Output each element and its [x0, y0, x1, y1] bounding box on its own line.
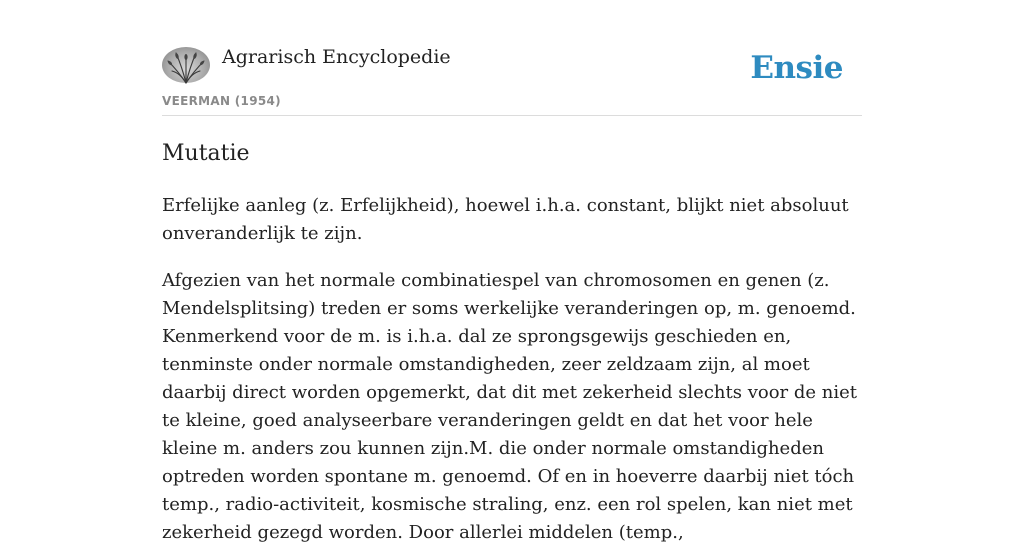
article-title: Mutatie: [162, 141, 250, 166]
brand-logo-link[interactable]: Ensie: [750, 50, 843, 86]
header: [162, 0, 862, 116]
book-title[interactable]: Agrarisch Encyclopedie: [222, 46, 451, 68]
article-paragraph: Erfelijke aanleg (z. Erfelijkheid), hoewel i.h.a. constant, blijkt niet absoluut onveranderlijk te zijn.: [162, 195, 849, 244]
article-paragraph: Afgezien van het normale combinatiespel van chromosomen en genen (z. Mendelsplitsing) treden er soms werkelijke veranderingen op, m. genoemd. Kenmerkend voor de m. is i.h.a. dal ze sprongsgewijs geschieden en, tenminste onder normale omstandigheden, zeer zeldzaam zijn, al moet daarbij direct worden opgemerkt, dat dit met zekerheid slechts voor de niet te kleine, goed analyseerbare veranderingen geldt en dat het voor hele kleine m. anders zou kunnen zijn.M. die onder normale omstandigheden optreden worden spontane m. genoemd. Of en in hoeverre daarbij niet tóch temp., radio-activiteit, kosmische straling, enz. een rol spelen, kan niet met zekerheid gezegd worden. Door allerlei middelen (temp.,: [162, 270, 858, 543]
wheat-logo-icon[interactable]: [162, 47, 210, 83]
book-subtitle: VEERMAN (1954): [162, 94, 281, 108]
content-container: [162, 0, 862, 543]
